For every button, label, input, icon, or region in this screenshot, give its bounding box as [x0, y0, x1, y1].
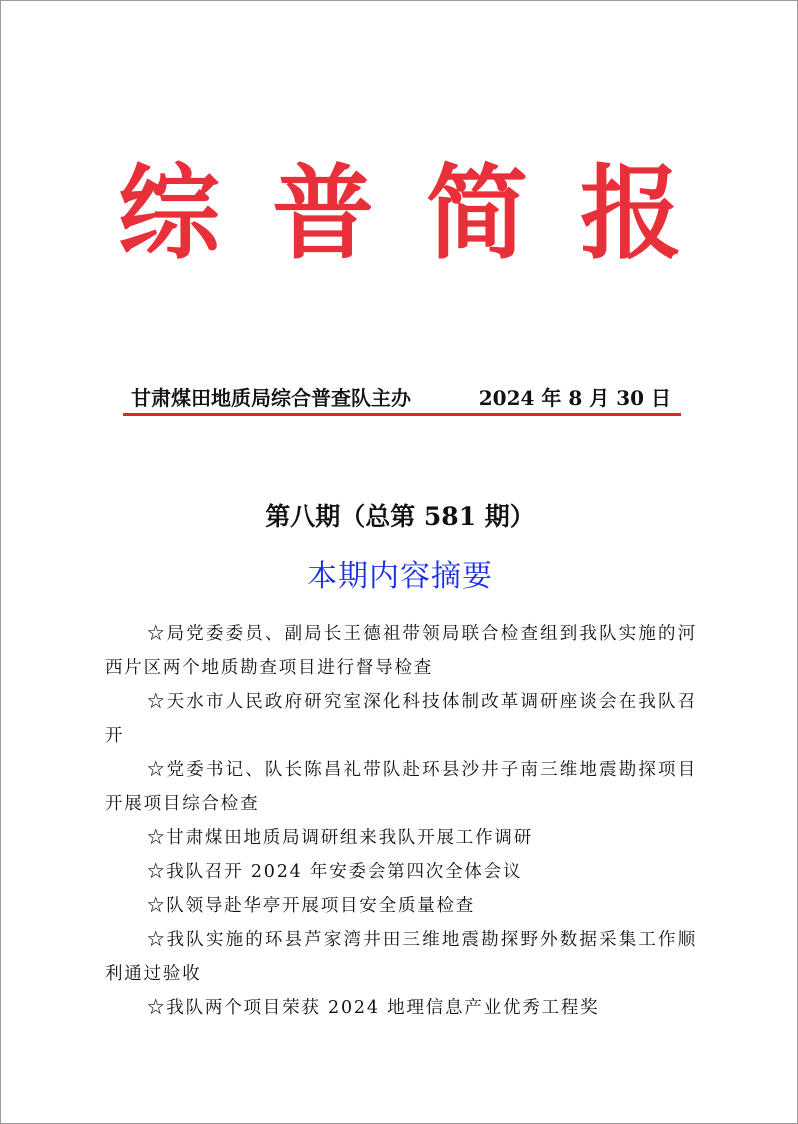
summary-item: ☆我队实施的环县芦家湾井田三维地震勘探野外数据采集工作顺利通过验收: [105, 930, 697, 984]
summary-item: ☆天水市人民政府研究室深化科技体制改革调研座谈会在我队召开: [105, 692, 697, 746]
masthead-char: 报: [580, 154, 682, 274]
publish-date: 2024 年 8 月 30 日: [478, 386, 671, 410]
masthead-char: 普: [272, 154, 374, 274]
summary-item: ☆局党委委员、副局长王德祖带领局联合检查组到我队实施的河西片区两个地质勘查项目进行督导检查: [105, 624, 697, 678]
issue-number: 第八期（总第 581 期）: [265, 502, 535, 531]
red-divider: [123, 413, 681, 416]
masthead-char: 简: [426, 154, 528, 274]
summary-item: ☆我队召开 2024 年安委会第四次全体会议: [147, 862, 523, 882]
masthead-title: [1, 149, 798, 279]
summary-list: [105, 617, 697, 1025]
summary-item: ☆党委书记、队长陈昌礼带队赴环县沙井子南三维地震勘探项目开展项目综合检查: [105, 760, 697, 814]
publisher-line: [131, 381, 671, 415]
summary-item: ☆我队两个项目荣获 2024 地理信息产业优秀工程奖: [147, 998, 600, 1018]
summary-item: ☆甘肃煤田地质局调研组来我队开展工作调研: [147, 828, 533, 848]
masthead-char: 综: [118, 154, 220, 274]
summary-heading: 本期内容摘要: [307, 559, 493, 594]
summary-item: ☆队领导赴华亭开展项目安全质量检查: [147, 896, 476, 916]
organizer-text: 甘肃煤田地质局综合普查队主办: [131, 386, 411, 410]
